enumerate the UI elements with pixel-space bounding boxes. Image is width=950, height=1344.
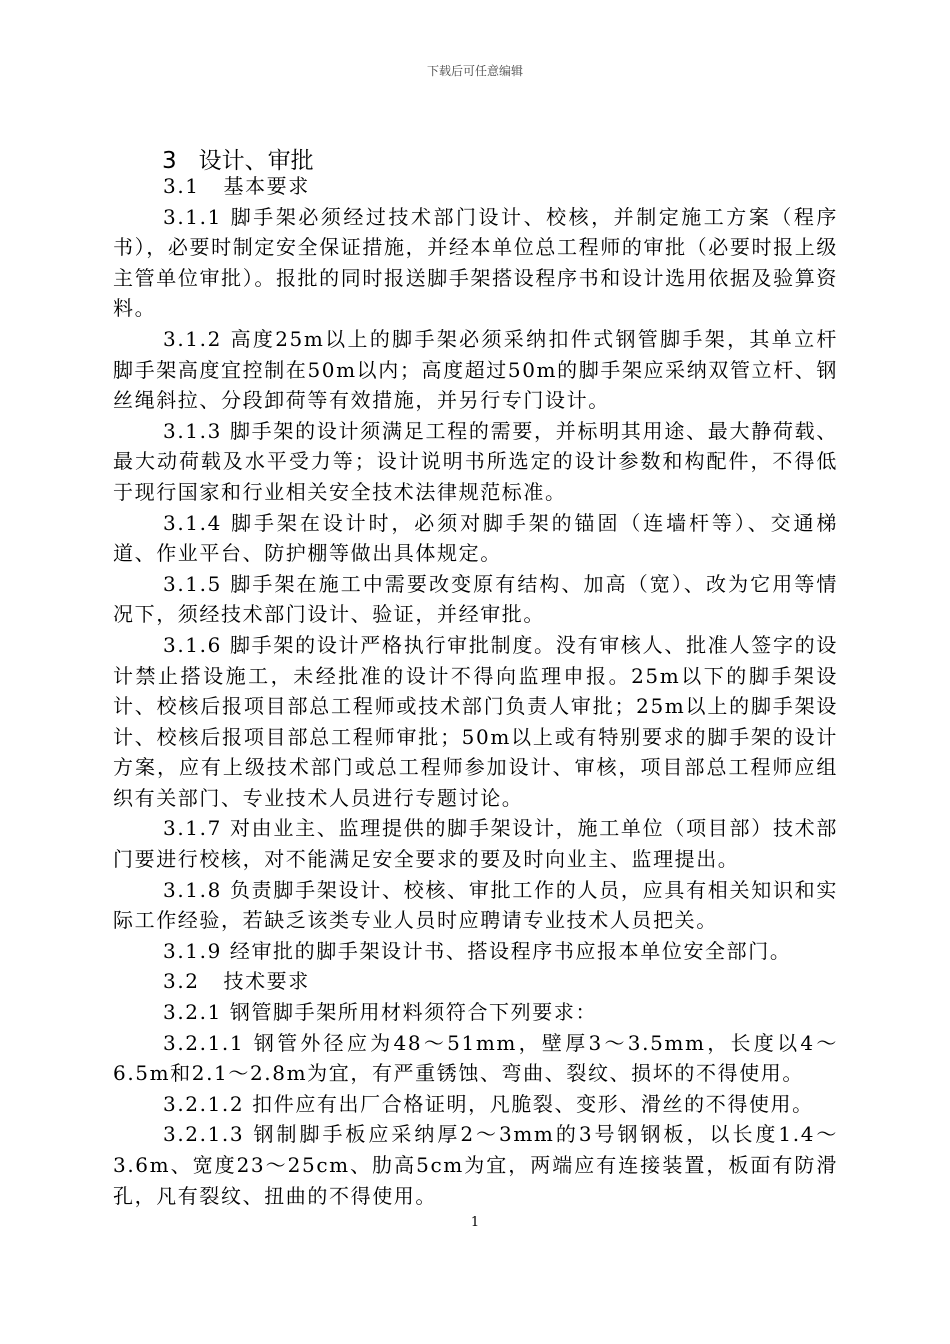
section-title: 3 设计、审批 [162,148,314,174]
document-body [113,171,838,1211]
clause-paragraph: 3.2.1 钢管脚手架所用材料须符合下列要求： [163,1000,598,1025]
clause-paragraph: 3.1.7 对由业主、监理提供的脚手架设计，施工单位（项目部）技术部门要进行校核，对不能满足安全要求的要及时向业主、监理提出。 [113,816,838,872]
clause-paragraph: 3.1.1 脚手架必须经过技术部门设计、校核，并制定施工方案（程序书），必要时制定安全保证措施，并经本单位总工程师的审批（必要时报上级主管单位审批）。报批的同时报送脚手架搭设程序书和设计选用依据及验算资料。 [113,204,838,321]
clause-paragraph: 3.1.9 经审批的脚手架设计书、搭设程序书应报本单位安全部门。 [163,938,792,963]
clause-paragraph: 3.2.1.3 钢制脚手板应采纳厚2～3mm的3号钢钢板，以长度1.4～3.6m、宽度23～25cm、肋高5cm为宜，两端应有连接装置，板面有防滑孔，凡有裂纹、扭曲的不得使用。 [113,1122,838,1208]
clause-paragraph: 3.1.2 高度25m以上的脚手架必须采纳扣件式钢管脚手架，其单立杆脚手架高度宜控制在50m以内；高度超过50m的脚手架应采纳双管立杆、钢丝绳斜拉、分段卸荷等有效措施，并另行专门设计。 [113,326,838,413]
header-note: 下载后可任意编辑 [426,64,523,78]
clause-paragraph: 3.1.5 脚手架在施工中需要改变原有结构、加高（宽）、改为它用等情况下，须经技术部门设计、验证，并经审批。 [113,571,838,627]
section-heading: 3.1 基本要求 [163,174,310,198]
clause-paragraph: 3.2.1.1 钢管外径应为48～51mm，壁厚3～3.5mm，长度以4～6.5m和2.1～2.8m为宜，有严重锈蚀、弯曲、裂纹、损坏的不得使用。 [113,1030,838,1086]
clause-paragraph: 3.1.4 脚手架在设计时，必须对脚手架的锚固（连墙杆等）、交通梯道、作业平台、防护棚等做出具体规定。 [113,510,838,566]
section-heading: 3.2 技术要求 [163,969,310,994]
clause-paragraph: 3.1.3 脚手架的设计须满足工程的需要，并标明其用途、最大静荷载、最大动荷载及水平受力等；设计说明书所选定的设计参数和构配件，不得低于现行国家和行业相关安全技术法律规范标准。 [113,418,838,504]
clause-paragraph: 3.2.1.2 扣件应有出厂合格证明，凡脆裂、变形、滑丝的不得使用。 [163,1091,814,1116]
clause-paragraph: 3.1.6 脚手架的设计严格执行审批制度。没有审核人、批准人签字的设计禁止搭设施工，未经批准的设计不得向监理申报。25m以下的脚手架设计、校核后报项目部总工程师或技术部门负责人审批；25m以上的脚手架设计、校核后报项目部总工程师审批；50m以上或有特别要求的脚手架的设计方案，应有上级技术部门或总工程师参加设计、审核，项目部总工程师应组织有关部门、专业技术人员进行专题讨论。 [113,632,838,810]
page-number: 1 [470,1215,480,1230]
clause-paragraph: 3.1.8 负责脚手架设计、校核、审批工作的人员，应具有相关知识和实际工作经验，若缺乏该类专业人员时应聘请专业技术人员把关。 [113,877,838,933]
